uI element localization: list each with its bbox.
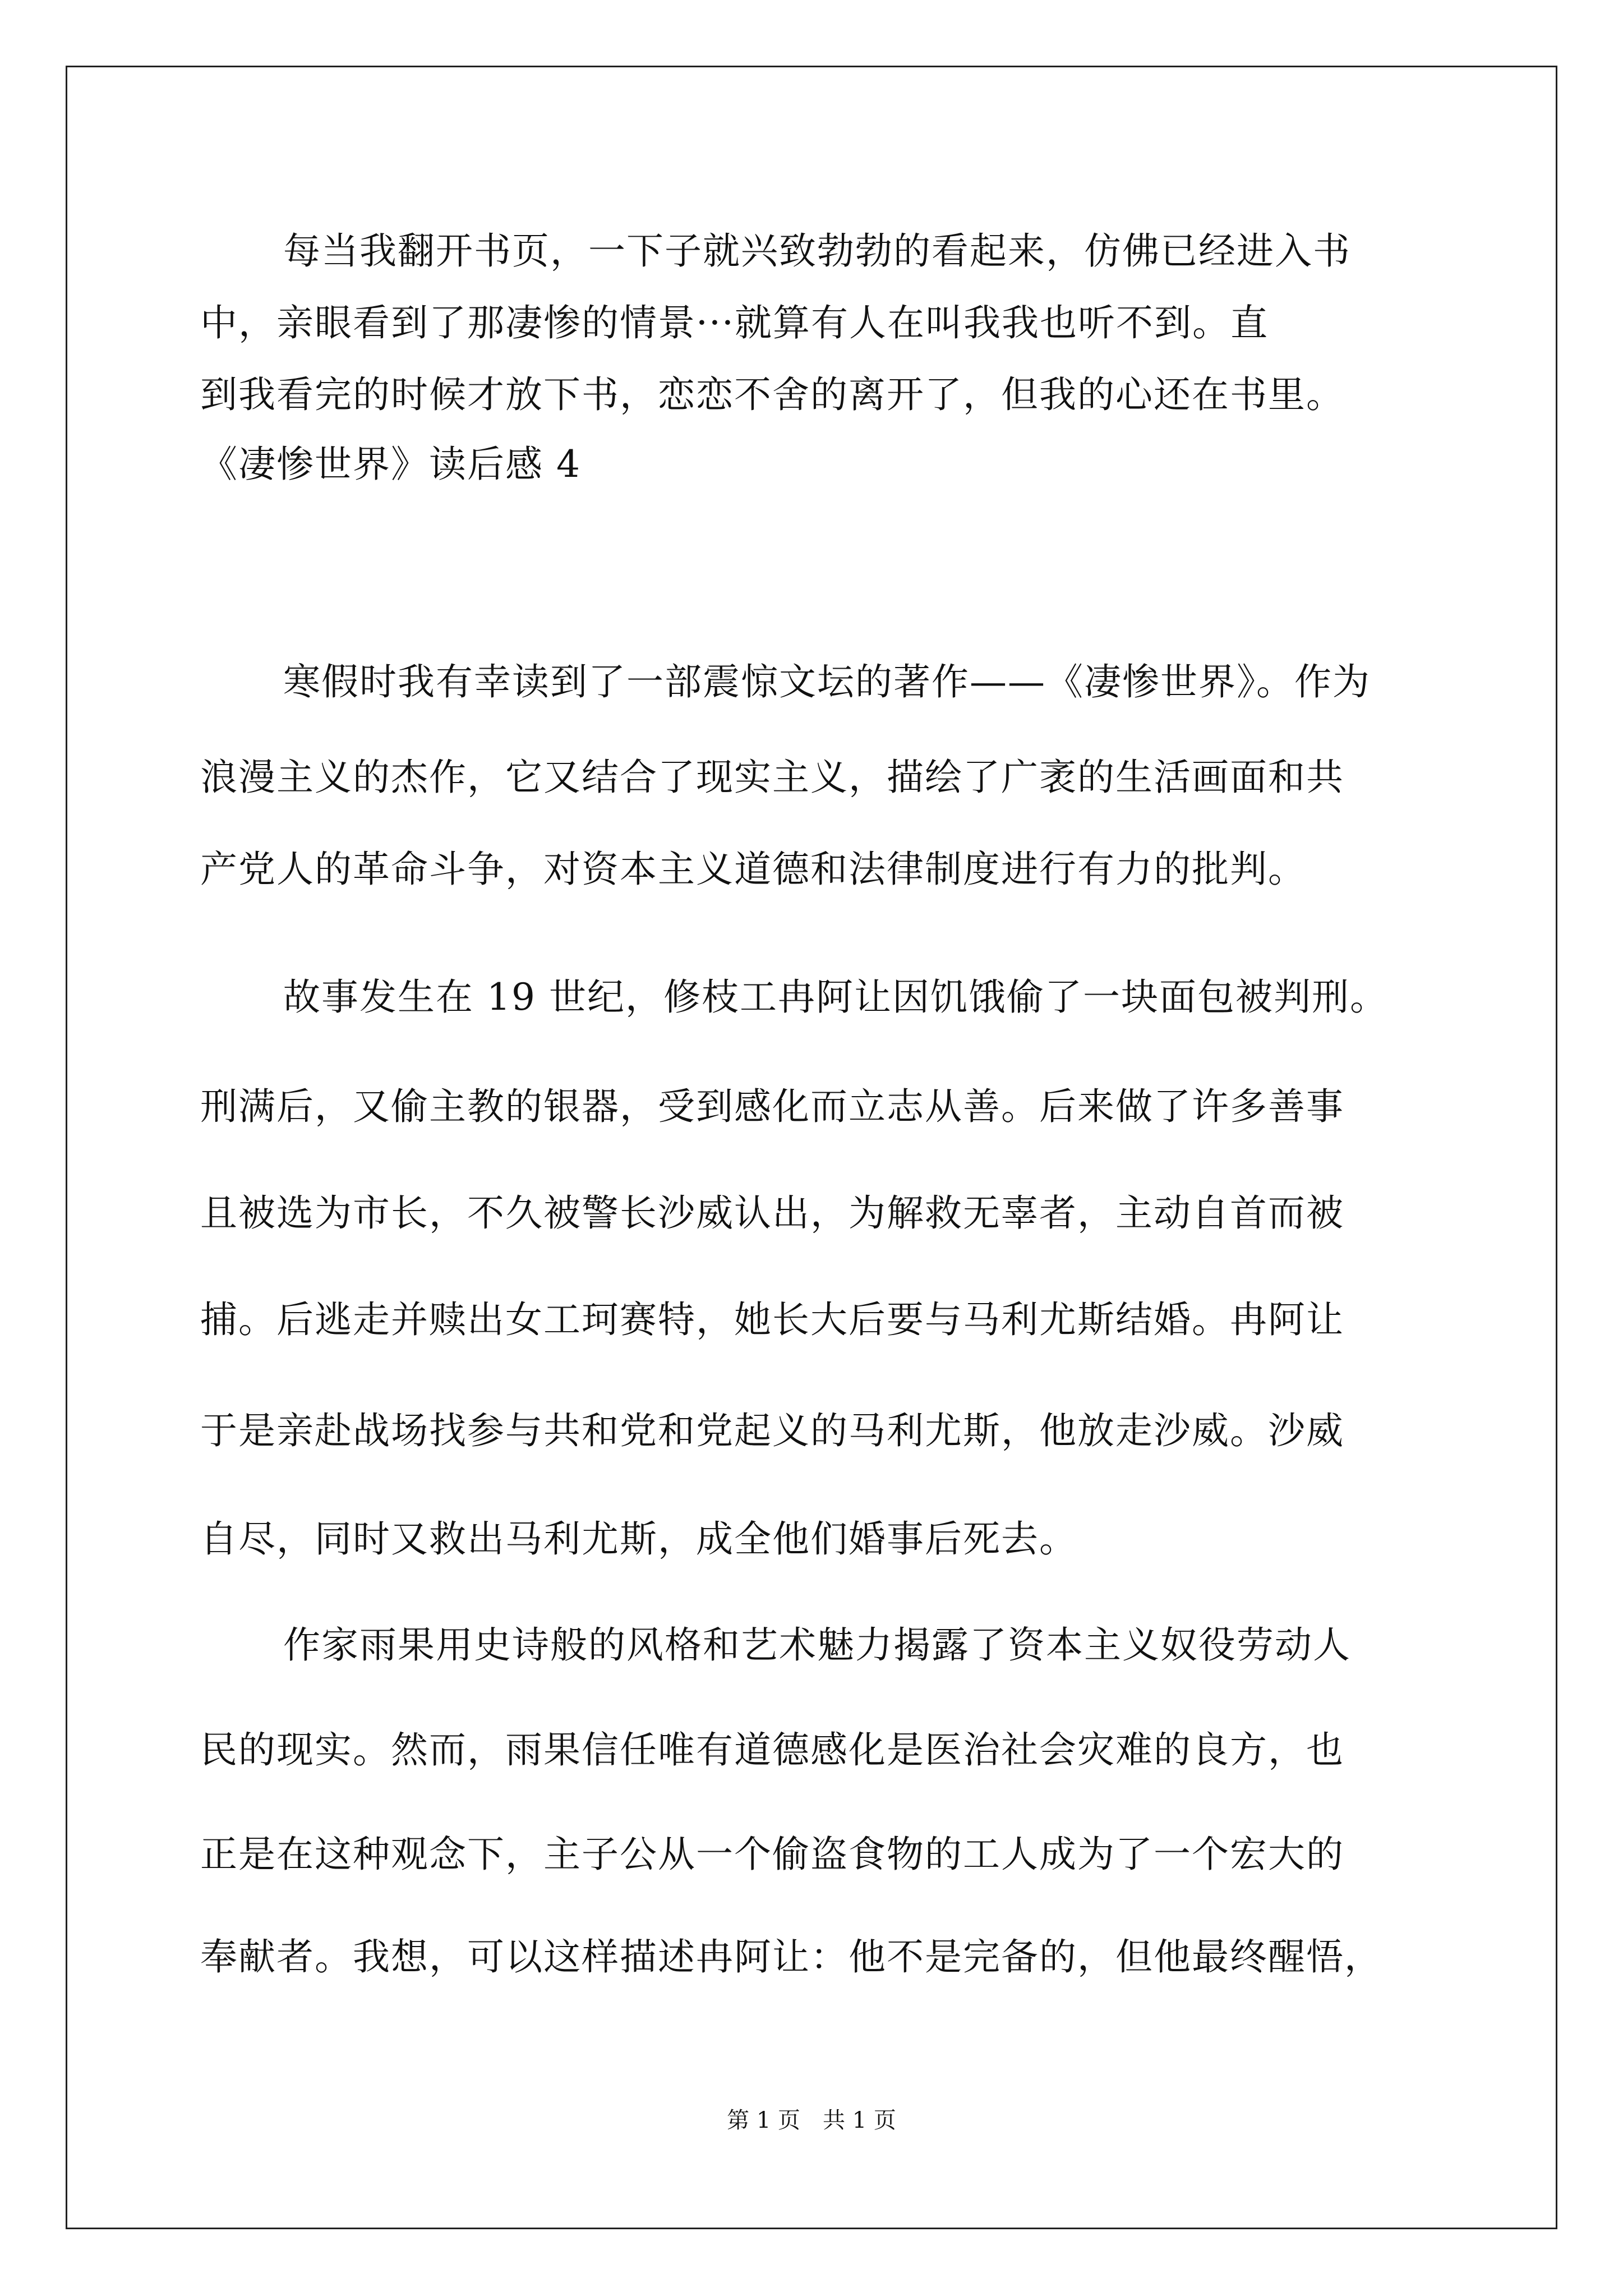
paragraph-line: 到我看完的时候才放下书，恋恋不舍的离开了，但我的心还在书里。	[200, 373, 1344, 416]
paragraph-line: 于是亲赴战场找参与共和党和党起义的马利尤斯，他放走沙威。沙威	[200, 1409, 1344, 1452]
page-number-footer: 第 1 页 共 1 页	[727, 2108, 896, 2133]
paragraph-line: 奉献者。我想，可以这样描述冉阿让：他不是完备的，但他最终醒悟，	[200, 1935, 1382, 1978]
paragraph-line: 产党人的革命斗争，对资本主义道德和法律制度进行有力的批判。	[200, 848, 1306, 891]
paragraph-line: 故事发生在 19 世纪，修枝工冉阿让因饥饿偷了一块面包被判刑。	[283, 976, 1388, 1019]
paragraph-line: 寒假时我有幸读到了一部震惊文坛的著作——《凄惨世界》。作为	[283, 660, 1371, 703]
paragraph-line: 浪漫主义的杰作，它又结合了现实主义，描绘了广袤的生活画面和共	[200, 756, 1344, 799]
paragraph-line: 民的现实。然而，雨果信任唯有道德感化是医治社会灾难的良方，也	[200, 1728, 1344, 1772]
paragraph-line: 刑满后，又偷主教的银器，受到感化而立志从善。后来做了许多善事	[200, 1085, 1344, 1128]
paragraph-line: 中，亲眼看到了那凄惨的情景···就算有人在叫我我也听不到。直	[200, 301, 1269, 344]
paragraph-line: 每当我翻开书页，一下子就兴致勃勃的看起来，仿佛已经进入书	[283, 229, 1351, 273]
paragraph-line: 正是在这种观念下，主子公从一个偷盗食物的工人成为了一个宏大的	[200, 1833, 1344, 1876]
paragraph-line: 捕。后逃走并赎出女工珂赛特，她长大后要与马利尤斯结婚。冉阿让	[200, 1298, 1344, 1341]
paragraph-line: 自尽，同时又救出马利尤斯，成全他们婚事后死去。	[200, 1517, 1077, 1561]
paragraph-line: 且被选为市长，不久被警长沙威认出，为解救无辜者，主动自首而被	[200, 1191, 1344, 1235]
section-heading: 《凄惨世界》读后感 4	[200, 443, 581, 486]
paragraph-line: 作家雨果用史诗般的风格和艺术魅力揭露了资本主义奴役劳动人	[283, 1623, 1351, 1667]
